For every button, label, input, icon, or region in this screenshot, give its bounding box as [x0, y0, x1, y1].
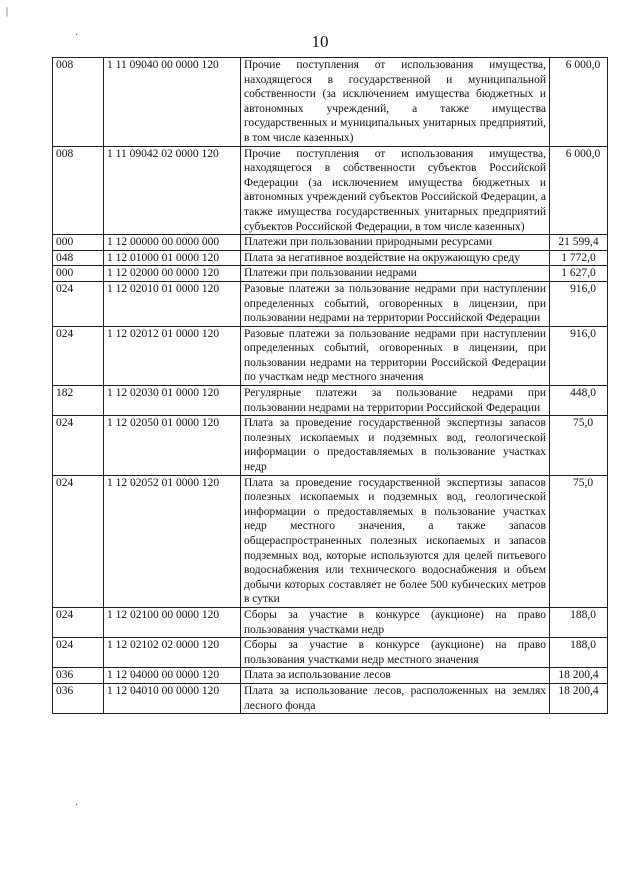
amount-cell: 188,0: [550, 607, 608, 637]
amount-cell: 1 772,0: [550, 250, 608, 266]
admin-code-cell: 024: [53, 281, 104, 326]
amount-cell: 18 200,4: [550, 683, 608, 713]
budget-code-cell: 1 12 02000 00 0000 120: [104, 266, 241, 282]
budget-code-cell: 1 12 02050 01 0000 120: [104, 416, 241, 475]
budget-code-cell: 1 12 02030 01 0000 120: [104, 386, 241, 416]
revenue-name-cell: Плата за проведение государственной экспертизы запасов полезных ископаемых и подземных вод, геологической информации о предоставляемых в пользование участках недр местного значения, а также запасов общераспространенных полезных ископаемых и запасов подземных вод, которые используются для целей питьевого водоснабжения или технического водоснабжения и объем добычи которых составляет не более 500 кубических метров в сутки: [241, 475, 550, 607]
amount-cell: 75,0: [550, 416, 608, 475]
revenue-name-cell: Прочие поступления от использования имущества, находящегося в собственности субъектов Российской Федерации (за исключением имущества бюджетных и автономных учреждений субъектов Российской Федерации, а также имущества государственных унитарных предприятий субъектов Российской Федерации, в том числе казенных): [241, 146, 550, 235]
table-row: [53, 668, 608, 684]
amount-cell: 448,0: [550, 386, 608, 416]
revenue-name-cell: Прочие поступления от использования имущества, находящегося в государственной и муниципальной собственности (за исключением имущества бюджетных и автономных учреждений, а также имущества государственных и муниципальных унитарных предприятий, в том числе казенных): [241, 58, 550, 147]
admin-code-cell: 000: [53, 266, 104, 282]
admin-code-cell: 008: [53, 146, 104, 235]
table-row: [53, 250, 608, 266]
revenue-name-cell: Регулярные платежи за пользование недрами при пользовании недрами на территории Российской Федерации: [241, 386, 550, 416]
admin-code-cell: 000: [53, 235, 104, 251]
table-row: [53, 266, 608, 282]
amount-cell: 6 000,0: [550, 58, 608, 147]
amount-cell: 18 200,4: [550, 668, 608, 684]
revenue-name-cell: Сборы за участие в конкурсе (аукционе) на право пользования участками недр: [241, 607, 550, 637]
admin-code-cell: 008: [53, 58, 104, 147]
budget-code-cell: 1 12 00000 00 0000 000: [104, 235, 241, 251]
admin-code-cell: 024: [53, 416, 104, 475]
revenue-name-cell: Разовые платежи за пользование недрами при наступлении определенных событий, оговоренных в лицензии, при пользовании недрами на территории Российской Федерации по участкам недр местного значения: [241, 326, 550, 385]
amount-cell: 21 599,4: [550, 235, 608, 251]
admin-code-cell: 036: [53, 668, 104, 684]
revenue-table: [52, 57, 608, 714]
admin-code-cell: 024: [53, 607, 104, 637]
table-row: [53, 683, 608, 713]
page-number: 10: [311, 32, 329, 51]
scan-speck: ·: [75, 30, 79, 41]
margin-tick-top-left: |: [6, 6, 9, 17]
admin-code-cell: 048: [53, 250, 104, 266]
table-row: [53, 146, 608, 235]
budget-code-cell: 1 12 01000 01 0000 120: [104, 250, 241, 266]
revenue-name-cell: Плата за негативное воздействие на окружающую среду: [241, 250, 550, 266]
table-row: [53, 58, 608, 147]
budget-code-cell: 1 12 02102 02 0000 120: [104, 638, 241, 668]
amount-cell: 916,0: [550, 326, 608, 385]
budget-code-cell: 1 12 02012 01 0000 120: [104, 326, 241, 385]
revenue-name-cell: Плата за использование лесов: [241, 668, 550, 684]
admin-code-cell: 182: [53, 386, 104, 416]
budget-code-cell: 1 11 09042 02 0000 120: [104, 146, 241, 235]
amount-cell: 75,0: [550, 475, 608, 607]
budget-code-cell: 1 12 02100 00 0000 120: [104, 607, 241, 637]
table-row: [53, 281, 608, 326]
revenue-name-cell: Платежи при пользовании природными ресурсами: [241, 235, 550, 251]
budget-code-cell: 1 12 02052 01 0000 120: [104, 475, 241, 607]
amount-cell: 188,0: [550, 638, 608, 668]
table-row: [53, 475, 608, 607]
admin-code-cell: 024: [53, 638, 104, 668]
revenue-name-cell: Платежи при пользовании недрами: [241, 266, 550, 282]
amount-cell: 6 000,0: [550, 146, 608, 235]
budget-code-cell: 1 12 02010 01 0000 120: [104, 281, 241, 326]
scan-speck: ·: [75, 800, 79, 811]
amount-cell: 916,0: [550, 281, 608, 326]
admin-code-cell: 036: [53, 683, 104, 713]
admin-code-cell: 024: [53, 475, 104, 607]
budget-code-cell: 1 12 04010 00 0000 120: [104, 683, 241, 713]
revenue-name-cell: Разовые платежи за пользование недрами при наступлении определенных событий, оговоренных в лицензии, при пользовании недрами на территории Российской Федерации: [241, 281, 550, 326]
budget-code-cell: 1 12 04000 00 0000 120: [104, 668, 241, 684]
table-row: [53, 386, 608, 416]
revenue-name-cell: Плата за использование лесов, расположенных на землях лесного фонда: [241, 683, 550, 713]
admin-code-cell: 024: [53, 326, 104, 385]
table-row: [53, 416, 608, 475]
table-row: [53, 235, 608, 251]
amount-cell: 1 627,0: [550, 266, 608, 282]
table-row: [53, 326, 608, 385]
table-row: [53, 607, 608, 637]
revenue-name-cell: Плата за проведение государственной экспертизы запасов полезных ископаемых и подземных вод, геологической информации о предоставляемых в пользование участках недр: [241, 416, 550, 475]
table-row: [53, 638, 608, 668]
budget-code-cell: 1 11 09040 00 0000 120: [104, 58, 241, 147]
revenue-name-cell: Сборы за участие в конкурсе (аукционе) на право пользования участками недр местного значения: [241, 638, 550, 668]
